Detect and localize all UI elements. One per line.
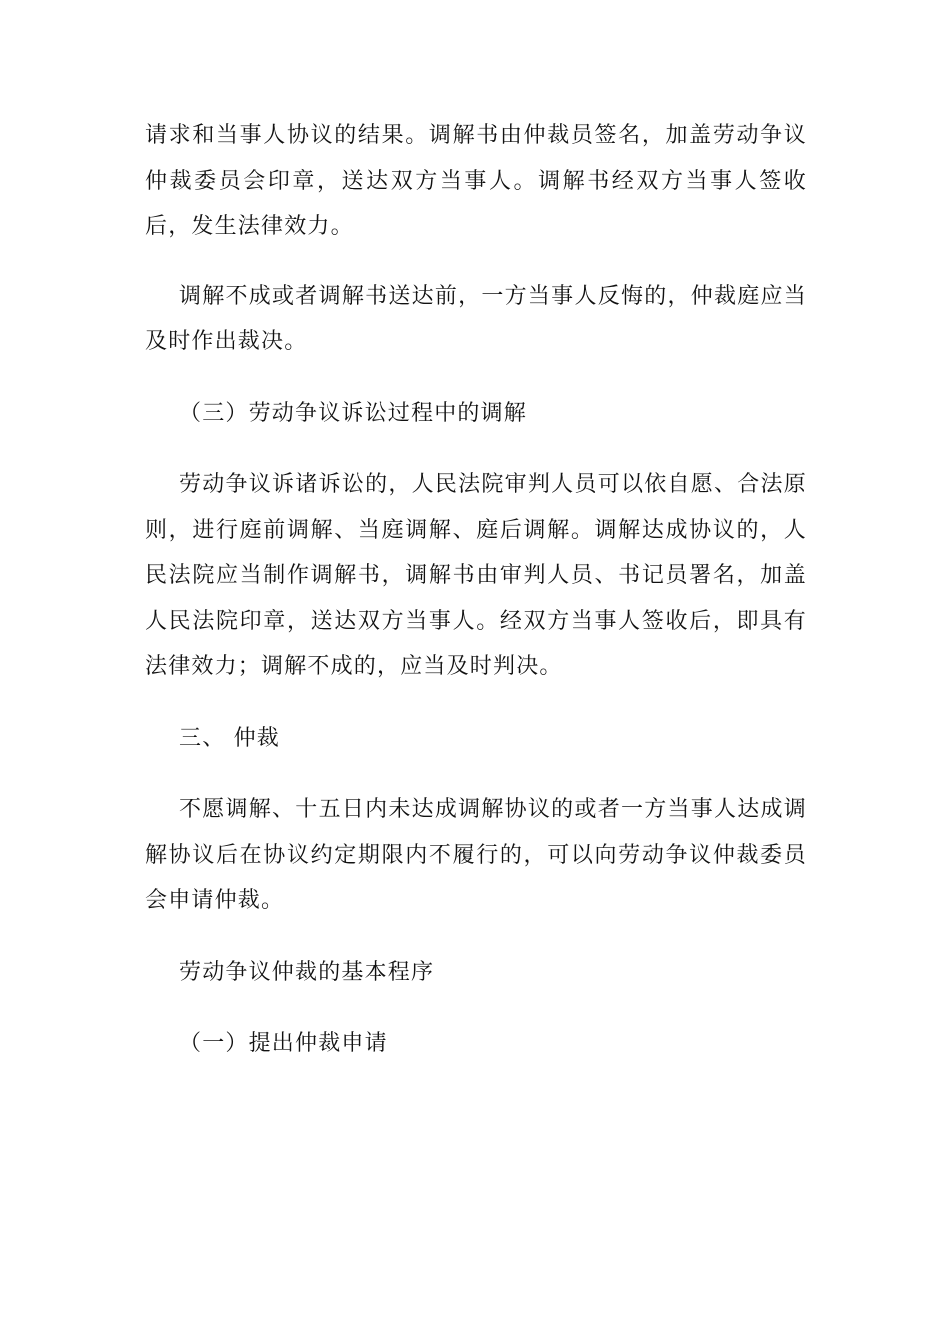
paragraph-mediation-result: 请求和当事人协议的结果。调解书由仲裁员签名，加盖劳动争议仲裁委员会印章，送达双方当事人。调解书经双方当事人签收后，发生法律效力。: [145, 123, 807, 239]
heading-arbitration-procedure: 劳动争议仲裁的基本程序: [179, 959, 435, 985]
heading-submit-application: （一）提出仲裁申请: [179, 1031, 388, 1056]
heading-arbitration: 三、 仲裁: [179, 725, 280, 751]
document-page: [145, 113, 807, 1067]
paragraph-court-mediation: 劳动争议诉诸诉讼的，人民法院审判人员可以依自愿、合法原则，进行庭前调解、当庭调解、庭后调解。调解达成协议的，人民法院应当制作调解书，调解书由审判人员、书记员署名，加盖人民法院印章，送达双方当事人。经双方当事人签收后，即具有法律效力；调解不成的，应当及时判决。: [145, 472, 807, 679]
paragraph-arbitration-conditions: 不愿调解、十五日内未达成调解协议的或者一方当事人达成调解协议后在协议约定期限内不履行的，可以向劳动争议仲裁委员会申请仲裁。: [145, 797, 807, 913]
paragraph-mediation-failure: 调解不成或者调解书送达前，一方当事人反悔的，仲裁庭应当及时作出裁决。: [145, 283, 807, 354]
heading-litigation-mediation: （三）劳动争议诉讼过程中的调解: [179, 400, 528, 426]
